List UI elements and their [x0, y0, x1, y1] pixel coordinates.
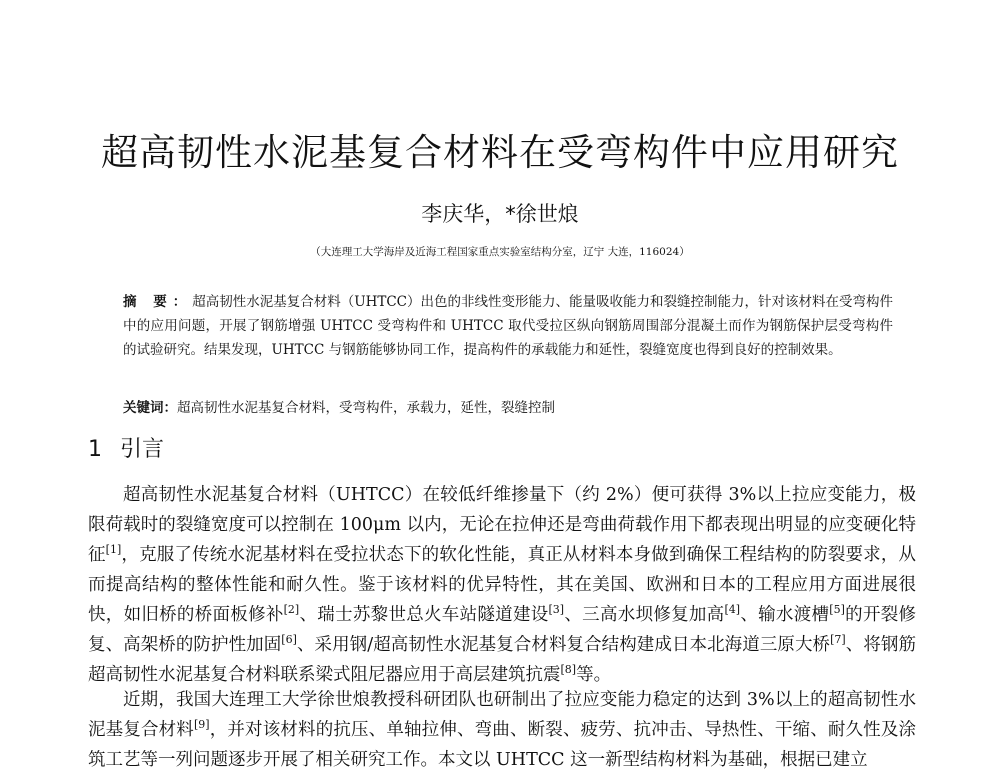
citation-ref: [4]: [724, 603, 741, 617]
paragraph-text: 、输水渡槽: [740, 605, 830, 625]
paragraph-text: 等。: [576, 665, 612, 685]
paragraph-text: 超高韧性水泥基复合材料（UHTCC）在较低纤维掺量下（约 2%）便可获得 3%以上拉应变能力，极限荷载时的裂缝宽度可以控制在 100μm 以内，无论在拉伸还是弯曲荷载作用下都表现出明显的应变硬化特征: [88, 485, 916, 565]
keywords: [123, 397, 893, 419]
abstract: [123, 290, 893, 362]
section-number: 1: [88, 437, 102, 462]
section-heading: [88, 432, 164, 463]
keywords-text: 超高韧性水泥基复合材料，受弯构件，承载力，延性，裂缝控制: [177, 400, 555, 416]
abstract-text: 超高韧性水泥基复合材料（UHTCC）出色的非线性变形能力、能量吸收能力和裂缝控制能力，针对该材料在受弯构件中的应用问题，开展了钢筋增强 UHTCC 受弯构件和 UHTCC 取代受拉区纵向钢筋周围部分混凝土而作为钢筋保护层受弯构件的试验研究。结果发现，UHTCC 与钢筋能够协同工作，提高构件的承载能力和延性，裂缝宽度也得到良好的控制效果。: [123, 294, 894, 358]
affiliation: （大连理工大学海岸及近海工程国家重点实验室结构分室，辽宁 大连，116024）: [310, 246, 690, 258]
citation-ref: [9]: [193, 718, 210, 732]
paragraph-text: ，克服了传统水泥基材料在受拉状态下的软化性能，真正从材料本身做到确保工程结构的防裂要求，从而提高结构的整体性能和耐久性。鉴于该材料的优异特性，其在美国、欧洲和日本的工程应用方面进展很快，如旧桥的桥面板修补: [88, 545, 917, 625]
citation-ref: [3]: [548, 603, 565, 617]
paragraph-text: 的开裂修复、高架桥的防护性加固: [88, 605, 917, 655]
citation-ref: [5]: [829, 603, 845, 617]
paragraph-text: 、采用钢/超高韧性水泥基复合材料复合结构建成日本北海道三原大桥: [296, 635, 831, 655]
paragraph-text: ，并对该材料的抗压、单轴拉伸、弯曲、断裂、疲劳、抗冲击、导热性、干缩、耐久性及涂筑工艺等一列问题逐步开展了相关研究工作。本文以 UHTCC 这一新型结构材料为基础，根据已建立: [88, 720, 916, 770]
paragraph-text: 、将钢筋超高韧性水泥基复合材料联系梁式阻尼器应用于高层建筑抗震: [88, 635, 916, 685]
abstract-label: 摘 要：: [123, 294, 193, 310]
paragraph-text: 、三高水坝修复加高: [564, 605, 725, 625]
paragraph-text: 近期，我国大连理工大学徐世烺教授科研团队也研制出了拉应变能力稳定的达到 3%以上的超高韧性水泥基复合材料: [88, 690, 916, 740]
paragraph-text: 、瑞士苏黎世总火车站隧道建设: [299, 605, 549, 625]
citation-ref: [6]: [281, 633, 297, 647]
body-paragraph-1: [88, 480, 916, 690]
body-paragraph-2: [88, 685, 916, 775]
citation-ref: [1]: [105, 543, 122, 557]
paper-title: 超高韧性水泥基复合材料在受弯构件中应用研究: [101, 131, 899, 174]
citation-ref: [2]: [283, 603, 300, 617]
citation-ref: [7]: [830, 633, 846, 647]
keywords-label: 关键词：: [123, 400, 177, 416]
citation-ref: [8]: [560, 663, 577, 677]
authors: 李庆华，*徐世烺: [421, 202, 579, 226]
section-title: 引言: [120, 437, 165, 462]
